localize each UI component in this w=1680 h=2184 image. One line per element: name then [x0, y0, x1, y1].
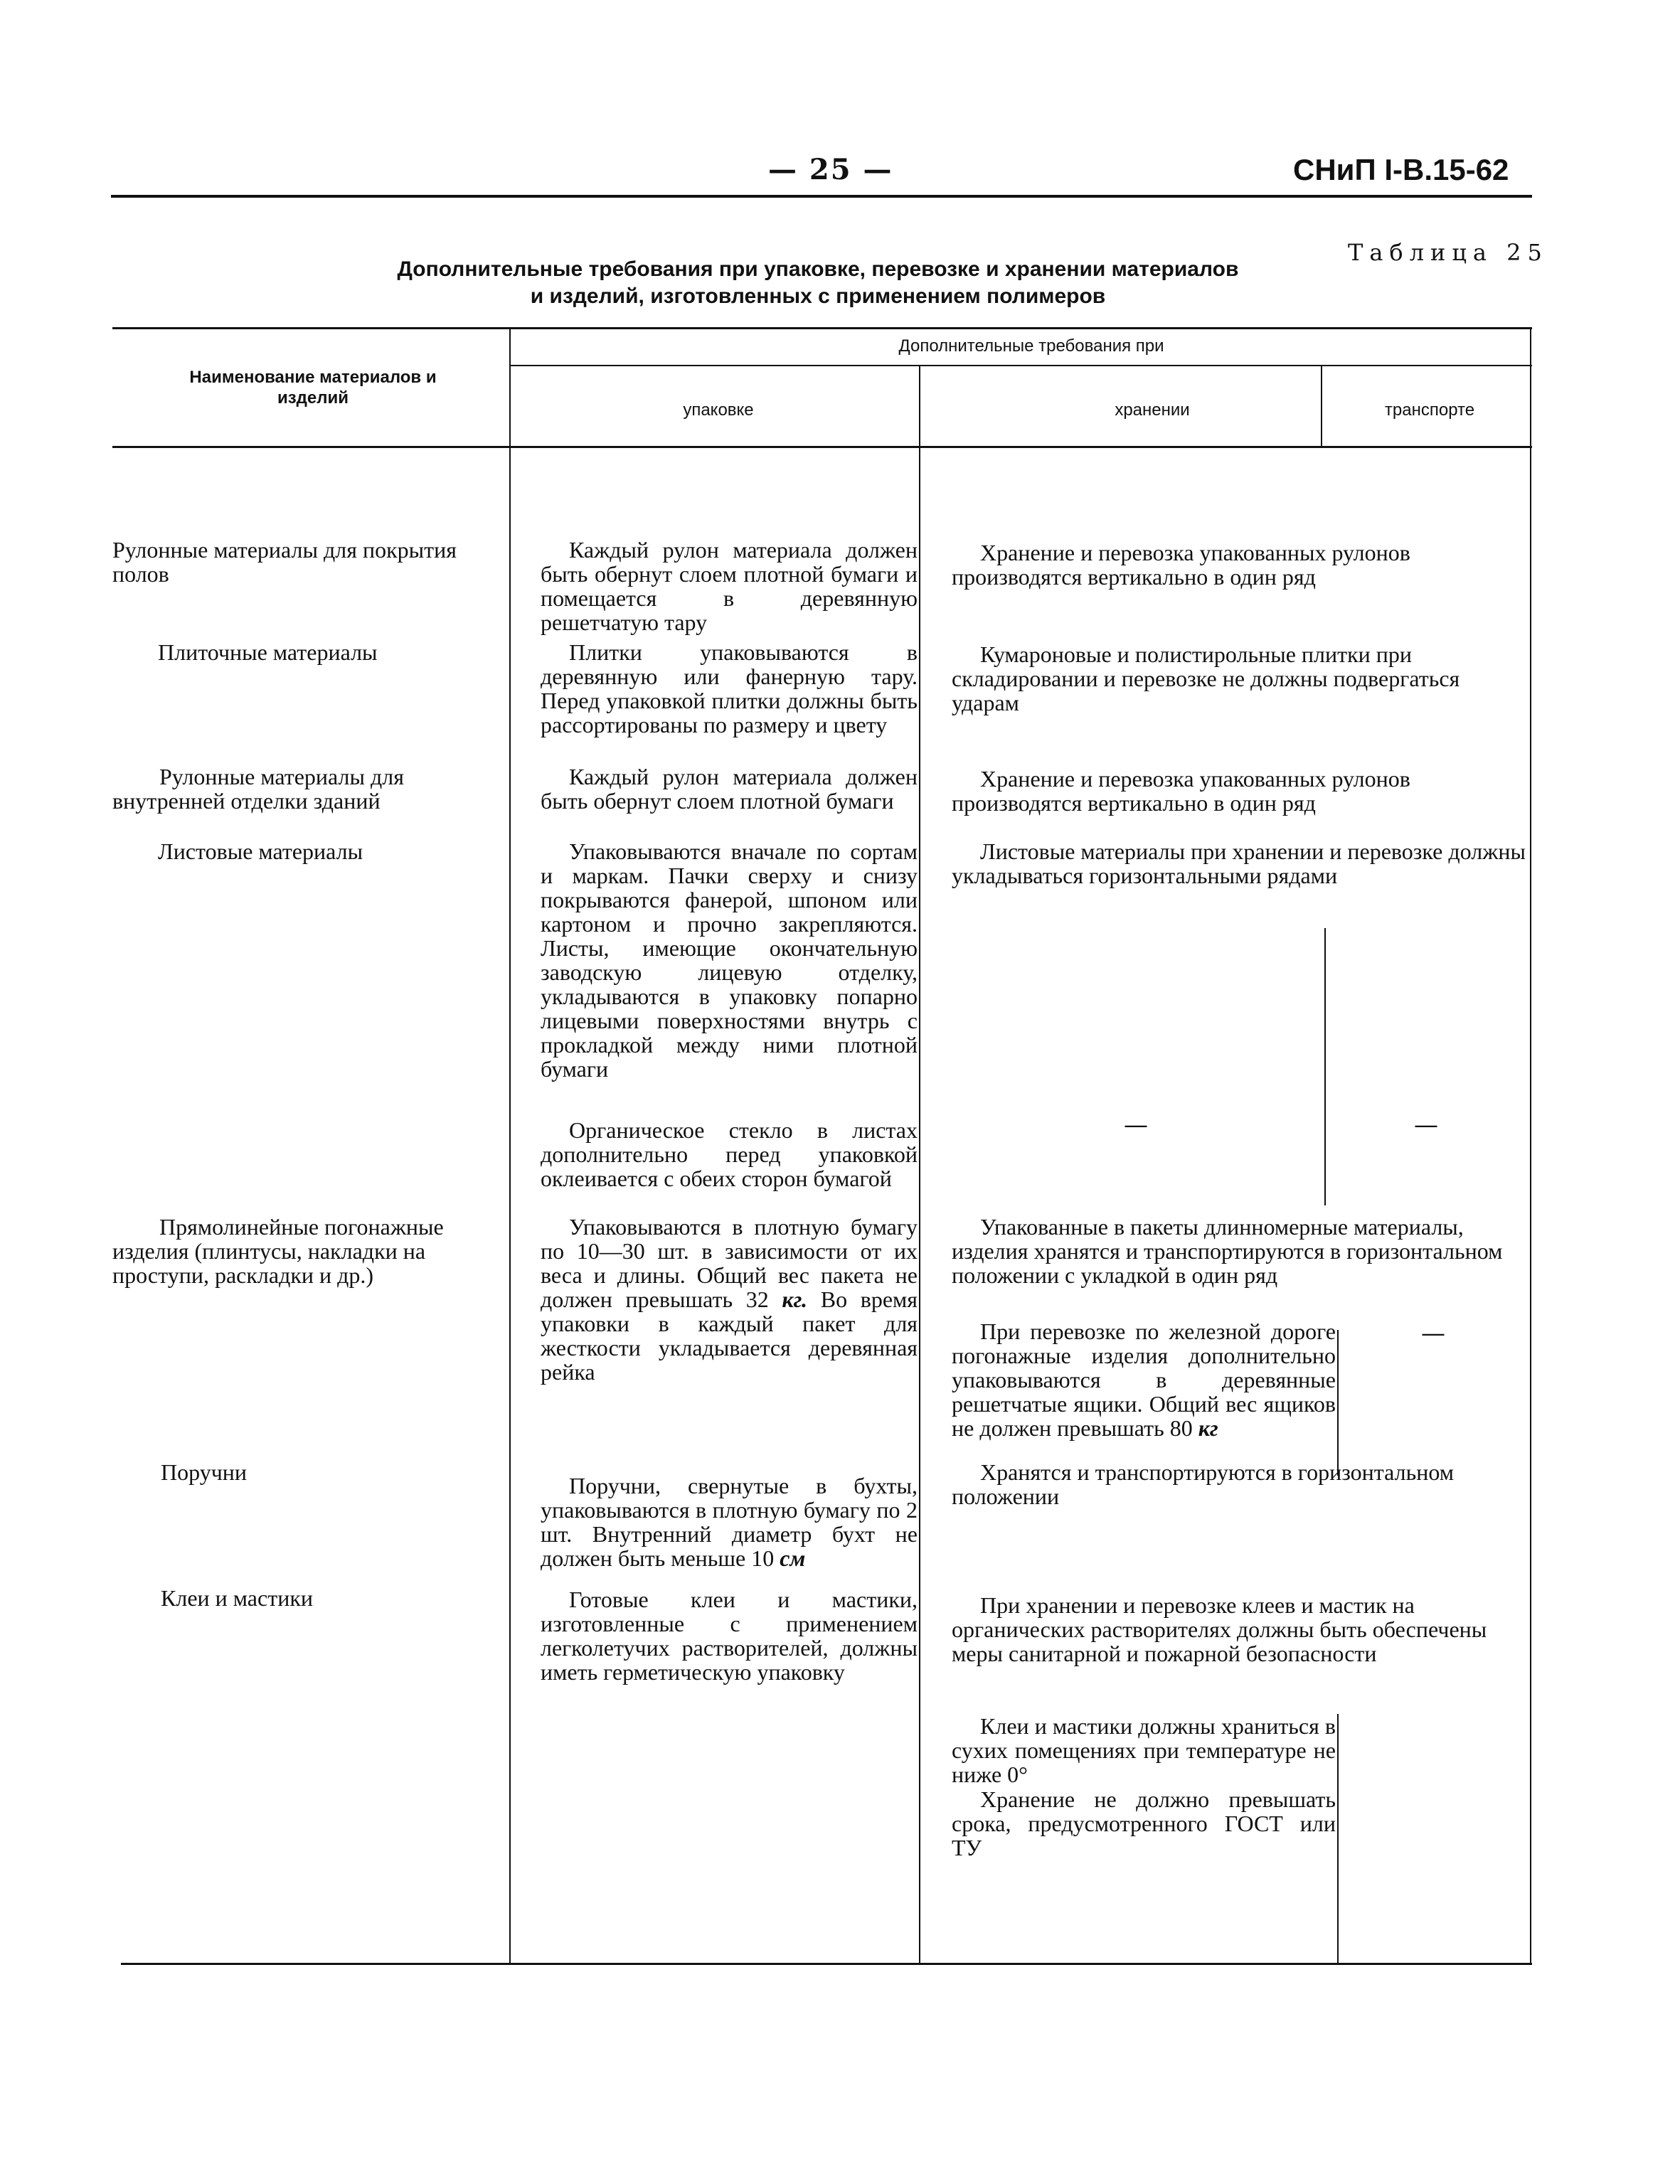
document-code: СНиП I-В.15-62 — [1293, 153, 1509, 186]
column-group-header: Дополнительные требования при — [898, 336, 1164, 356]
table-label: Таблица 25 — [1348, 239, 1548, 266]
row-store-5-rail-unit: кг — [1198, 1415, 1218, 1441]
row-pack-1: Каждый рулон материала должен быть обернут слоем плотной бумаги и помещается в деревянную решетчатую тару — [541, 537, 918, 635]
row-pack-6-text: Поручни, свернутые в бухты, упаковываются в плотную бумагу по 2 шт. Внутренний диаметр бухт не должен быть меньше 10 — [541, 1473, 918, 1571]
column-header-name: Наименование материалов и изделий — [189, 368, 437, 407]
row-pack-5-unit: кг. — [782, 1287, 808, 1312]
row-store-7-dry: Клеи и мастики должны храниться в сухих помещениях при температуре не ниже 0° — [952, 1713, 1336, 1787]
column-header-store: хранении — [1115, 400, 1190, 420]
row-store-1: Хранение и перевозка упакованных рулонов производятся вертикально в один ряд — [952, 540, 1410, 590]
row-name-7: Клеи и мастики — [161, 1585, 313, 1611]
column-header-pack: упаковке — [683, 400, 754, 420]
header-rule — [111, 195, 1532, 198]
row-name-3: Рулонные материалы для внутренней отделки зданий — [112, 764, 404, 814]
row-name-5: Прямолинейные погонажные изделия (плинтусы, накладки на проступи, раскладки и др.) — [112, 1214, 444, 1288]
row-name-4: Листовые материалы — [158, 838, 363, 864]
row-store-4: Листовые материалы при хранении и перевозке должны укладываться горизонтальными рядами — [952, 838, 1526, 888]
row-name-1: Рулонные материалы для покрытия полов — [112, 537, 457, 587]
row-pack-4: Упаковываются вначале по сортам и маркам. Пачки сверху и снизу покрываются фанерой, шпоном или картоном и прочно закрепляются. Листы, имеющие окончательную заводскую лицевую отделку, укладываются в упаковку попарно лицевыми поверхностями внутрь с прокладкой между ними плотной бумаги — [541, 838, 918, 1082]
page-number: — 25 — — [768, 153, 893, 186]
row-store-5-rail — [952, 1319, 1336, 1440]
row-store-3: Хранение и перевозка упакованных рулонов производятся вертикально в один ряд — [952, 766, 1410, 816]
row-store-5: Упакованные в пакеты длинномерные материалы, изделия хранятся и транспортируются в горизонтальном положении с укладкой в один ряд — [952, 1214, 1503, 1288]
row-store-6: Хранятся и транспортируются в горизонтальном положении — [952, 1459, 1454, 1509]
row-4-transport-dash: — — [1414, 1111, 1438, 1139]
row-pack-7: Готовые клеи и мастики, изготовленные с применением легколетучих растворителей, должны иметь герметическую упаковку — [541, 1587, 918, 1685]
row-pack-6-unit: см — [780, 1545, 806, 1571]
row-store-7-term: Хранение не должно превышать срока, предусмотренного ГОСТ или ТУ — [952, 1786, 1336, 1860]
row-pack-6 — [541, 1474, 918, 1570]
row-store-2: Кумароновые и полистирольные плитки при складировании и перевозке не должны подвергаться ударам — [952, 641, 1460, 715]
row-store-5-rail-text: При перевозке по железной дороге погонажные изделия дополнительно упаковываются в деревянные решетчатые ящики. Общий вес ящиков не должен превышать 80 — [952, 1319, 1336, 1441]
row-name-6: Поручни — [161, 1459, 248, 1485]
table-title — [285, 256, 1351, 309]
row-pack-5-text-b: Во время упаковки в каждый пакет для жесткости укладывается деревянная рейка — [541, 1287, 918, 1385]
row-pack-4-glass: Органическое стекло в листах дополнительно перед упаковкой оклеивается с обеих сторон бумагой — [541, 1117, 918, 1191]
row-5-transport-dash: — — [1421, 1319, 1445, 1348]
table-title-line-1: Дополнительные требования при упаковке, перевозке и хранении материалов — [397, 257, 1239, 281]
row-pack-3: Каждый рулон материала должен быть обернут слоем плотной бумаги — [541, 764, 918, 814]
row-store-7: При хранении и перевозке клеев и мастик на органических растворителях должны быть обеспечены меры санитарной и пожарной безопасности — [952, 1592, 1487, 1666]
row-pack-2: Плитки упаковываются в деревянную или фанерную тару. Перед упаковкой плитки должны быть рассортированы по размеру и цвету — [541, 639, 918, 737]
row-pack-5-text: Упаковываются в плотную бумагу по 10—30 шт. в зависимости от их веса и длины. Общий вес пакета не должен превышать 32 — [541, 1214, 918, 1312]
column-header-transport: транспорте — [1384, 400, 1475, 420]
row-pack-5 — [541, 1215, 918, 1384]
row-name-2: Плиточные материалы — [158, 639, 378, 665]
row-4-store-dash: — — [1124, 1111, 1148, 1139]
table-title-line-2: и изделий, изготовленных с применением полимеров — [530, 284, 1106, 308]
